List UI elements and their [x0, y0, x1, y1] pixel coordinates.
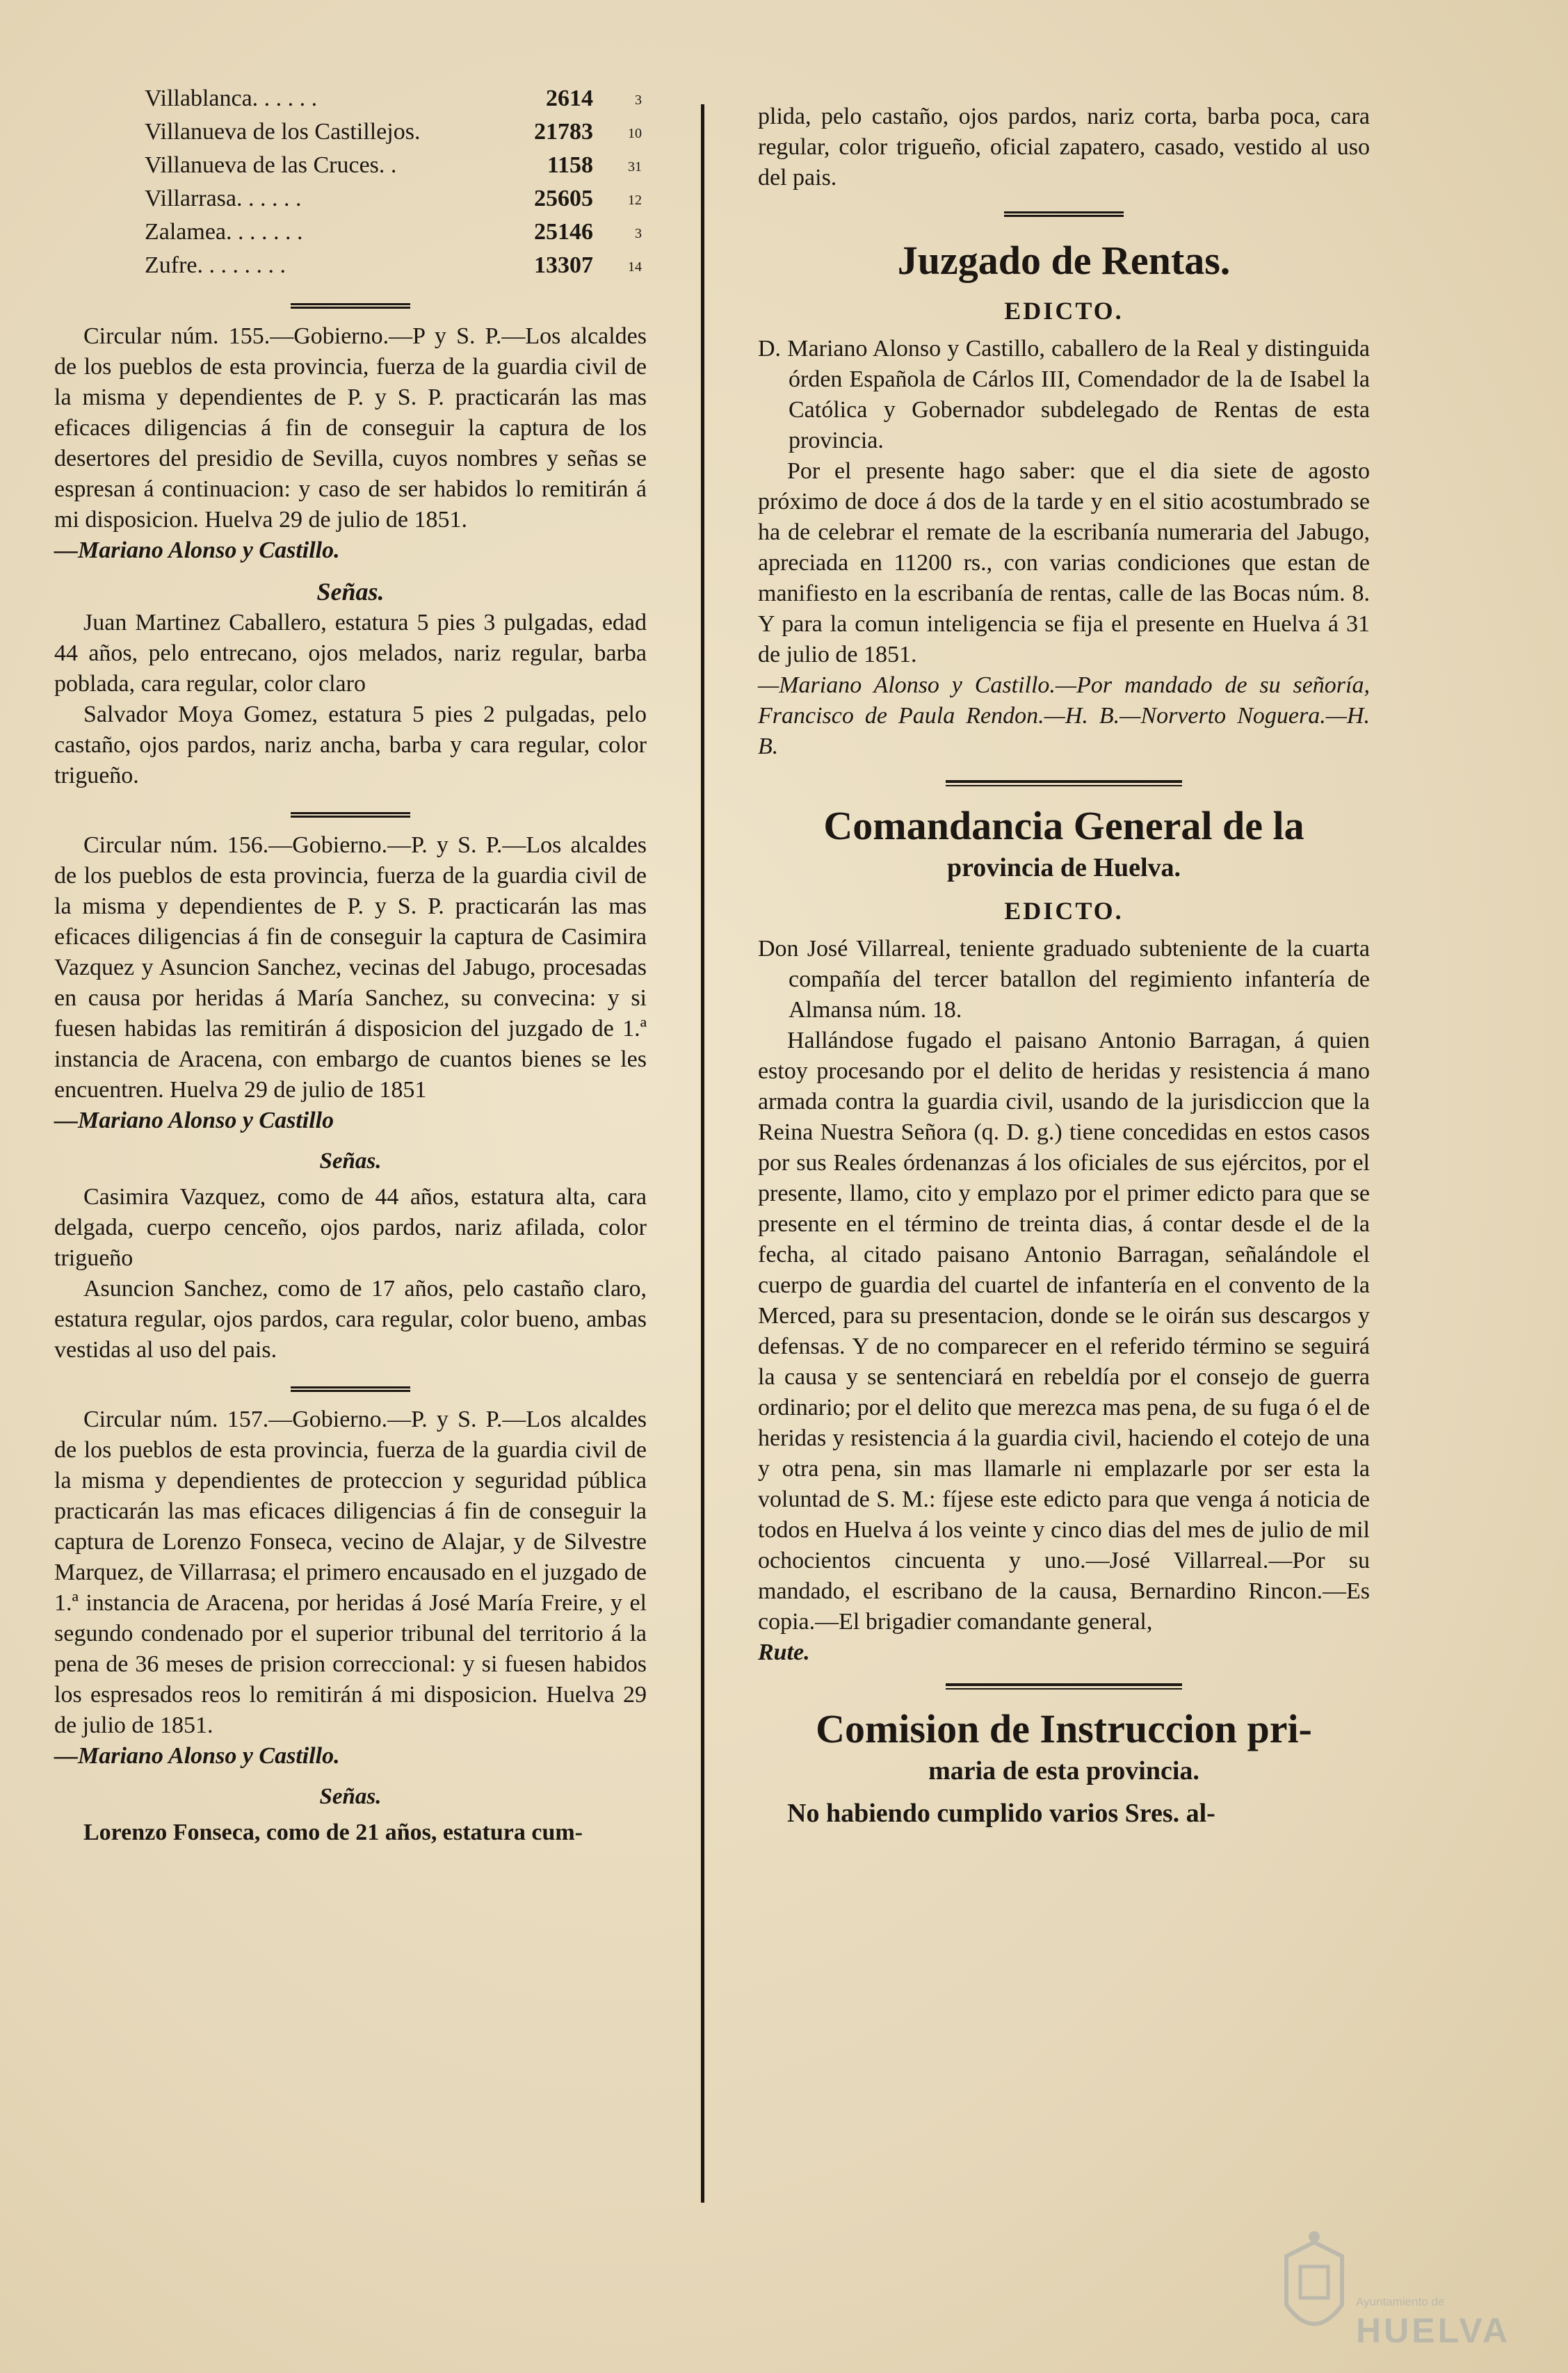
separator	[1004, 211, 1124, 217]
circular-157-signature: —Mariano Alonso y Castillo.	[54, 1743, 340, 1769]
left-column	[54, 82, 647, 1848]
comandancia-subtitle: provincia de Huelva.	[946, 853, 1181, 882]
rentas-title: Juzgado de Rentas.	[897, 238, 1231, 283]
separator	[291, 303, 410, 309]
circular-156-sena: Asuncion Sanchez, como de 17 años, pelo castaño claro, estatura regular, ojos pardos, cara regular, color bueno, ambas vestidas al uso del pais.	[54, 1276, 647, 1363]
separator	[291, 812, 410, 818]
rentas-signature: —Mariano Alonso y Castillo.—Por mandado de su señoría, Francisco de Paula Rendon.—H. B.—Norverto Noguera.—H. B.	[758, 672, 1370, 759]
right-column	[758, 102, 1370, 1829]
circular-155-signature: —Mariano Alonso y Castillo.	[54, 537, 340, 563]
comision-title: Comision de Instruccion pri-	[816, 1706, 1312, 1751]
rentas-intro: D. Mariano Alonso y Castillo, caballero de la Real y distinguida órden Española de Cárlos III, Comendador de la de Isabel la Católica y Gobernador subdelegado de Rentas de esta provincia.	[758, 336, 1370, 453]
table-row: Villanueva de las Cruces. . 1158 31	[145, 152, 642, 178]
comandancia-signature: Rute.	[758, 1639, 810, 1665]
table-row: Villanueva de los Castillejos. 21783 10	[145, 119, 642, 145]
watermark-big-text: HUELVA	[1356, 2311, 1511, 2350]
comision-start: No habiendo cumplido varios Sres. al-	[787, 1799, 1215, 1828]
circular-155-senas-title: Señas.	[316, 578, 385, 606]
town-population-table	[145, 82, 642, 282]
comandancia-body: Hallándose fugado el paisano Antonio Barragan, á quien estoy procesando por el delito de heridas y resistencia á mano armada contra la guardia civil, usando de la jurisdiccion que la Reina Nuestra Señora (q. D. g.) tiene concedidas en estos casos por sus Reales órdenanzas á los oficiales de sus ejércitos, por el presente, llamo, cito y emplazo por el primer edicto para que se presente en el término de treinta dias, á contar desde el de la fecha, al citado paisano Antonio Barragan, señalándole el cuerpo de guardia del cuartel de infantería en el convento de la Merced, para su presentacion, donde se le oirán sus descargos y defensas. Y de no comparecer en el referido término se seguirá la causa y se sentenciará en rebeldía por el consejo de guerra ordinario; por el delito que merezca mas pena, de su fuga ó el de heridas y resistencia á la guardia civil, haciendo el cotejo de una y otra pena, sin mas llamarle ni emplazarle por ser esta la voluntad de S. M.: fíjese este edicto para que venga á noticia de todos en Huelva á los veinte y cinco dias del mes de julio de mil ochocientos cincuenta y uno.—José Villarreal.—Por su mandado, el escribano de la causa, Bernardino Rincon.—Es copia.—El brigadier comandante general,	[758, 1028, 1370, 1635]
separator	[946, 1683, 1182, 1690]
circular-157-senas-title: Señas.	[319, 1784, 382, 1809]
circular-156-signature: —Mariano Alonso y Castillo	[54, 1108, 334, 1133]
separator	[946, 780, 1182, 786]
crest-icon	[1279, 2228, 1349, 2354]
circular-155-sena: Juan Martinez Caballero, estatura 5 pies 3 pulgadas, edad 44 años, pelo entrecano, ojos melados, nariz regular, barba poblada, cara regular, color claro	[54, 610, 647, 697]
circular-157-body: Circular núm. 157.—Gobierno.—P. y S. P.—Los alcaldes de los pueblos de esta provincia, fuerza de la guardia civil de la misma y dependientes de proteccion y seguridad pública practicarán las mas eficaces diligencias á fin de conseguir la captura de Lorenzo Fonseca, vecino de Alajar, y de Silvestre Marquez, de Villarrasa; el primero encausado en el juzgado de 1.ª instancia de Aracena, por heridas á José María Freire, y el segundo condenado por el superior tribunal del territorio á la pena de 36 meses de prision correccional: y si fuesen habidos los espresados reos lo remitirán á mi disposicion. Huelva 29 de julio de 1851.	[54, 1407, 647, 1738]
column-divider	[701, 104, 704, 2203]
table-row: Villablanca. . . . . . 2614 3	[145, 86, 642, 111]
comision-subtitle: maria de esta provincia.	[928, 1756, 1199, 1785]
circular-155-body: Circular núm. 155.—Gobierno.—P y S. P.—Los alcaldes de los pueblos de esta provincia, fuerza de la guardia civil de la misma y dependientes de P. y S. P. practicarán las mas eficaces diligencias á fin de conseguir la captura de los desertores del presidio de Sevilla, cuyos nombres y señas se espresan á continuacion: y caso de ser habidos lo remitirán á mi disposicion. Huelva 29 de julio de 1851.	[54, 323, 647, 533]
circular-156-body: Circular núm. 156.—Gobierno.—P. y S. P.—Los alcaldes de los pueblos de esta provincia, fuerza de la guardia civil de la misma y dependientes de P. y S. P. practicarán las mas eficaces diligencias á fin de conseguir la captura de Casimira Vazquez y Asuncion Sanchez, vecinas del Jabugo, procesadas en causa por heridas á María Sanchez, su convecina: y si fuesen habidas las remitirán á disposicion del juzgado de 1.ª instancia de Aracena, con embargo de cuantos bienes se les encuentren. Huelva 29 de julio de 1851	[54, 832, 647, 1103]
watermark-small-text: Ayuntamiento de	[1356, 2295, 1445, 2308]
watermark-logo	[1279, 2228, 1544, 2360]
circular-156-sena: Casimira Vazquez, como de 44 años, estatura alta, cara delgada, cuerpo cenceño, ojos pardos, nariz afilada, color trigueño	[54, 1184, 647, 1271]
circular-155-sena: Salvador Moya Gomez, estatura 5 pies 2 pulgadas, pelo castaño, ojos pardos, nariz ancha, barba y cara regular, color trigueño.	[54, 702, 647, 788]
table-row: Villarrasa. . . . . . 25605 12	[145, 186, 642, 211]
rentas-edicto-heading: EDICTO.	[1004, 297, 1124, 325]
separator	[291, 1386, 410, 1392]
comandancia-intro: Don José Villarreal, teniente graduado subteniente de la cuarta compañía del tercer batallon del regimiento infantería de Almansa núm. 18.	[758, 936, 1370, 1023]
table-row: Zalamea. . . . . . . 25146 3	[145, 219, 642, 245]
comandancia-edicto-heading: EDICTO.	[1004, 897, 1124, 925]
circular-156-senas-title: Señas.	[319, 1149, 382, 1174]
rentas-body: Por el presente hago saber: que el dia siete de agosto próximo de doce á dos de la tarde y en el sitio acostumbrado se ha de celebrar el remate de la escribanía numeraria del Jabugo, apreciada en 11200 rs., con varias condiciones que estan de manifiesto en la escribanía de rentas, calle de las Bocas núm. 8. Y para la comun inteligencia se fija el presente en Huelva á 31 de julio de 1851.	[758, 458, 1370, 667]
circular-157-sena-start: Lorenzo Fonseca, como de 21 años, estatura cum-	[83, 1820, 583, 1845]
continuation-text: plida, pelo castaño, ojos pardos, nariz corta, barba poca, cara regular, color trigueño, oficial zapatero, casado, vestido al uso del pais.	[758, 104, 1370, 191]
table-row: Zufre. . . . . . . . 13307 14	[145, 252, 642, 278]
comandancia-title: Comandancia General de la	[823, 803, 1304, 848]
